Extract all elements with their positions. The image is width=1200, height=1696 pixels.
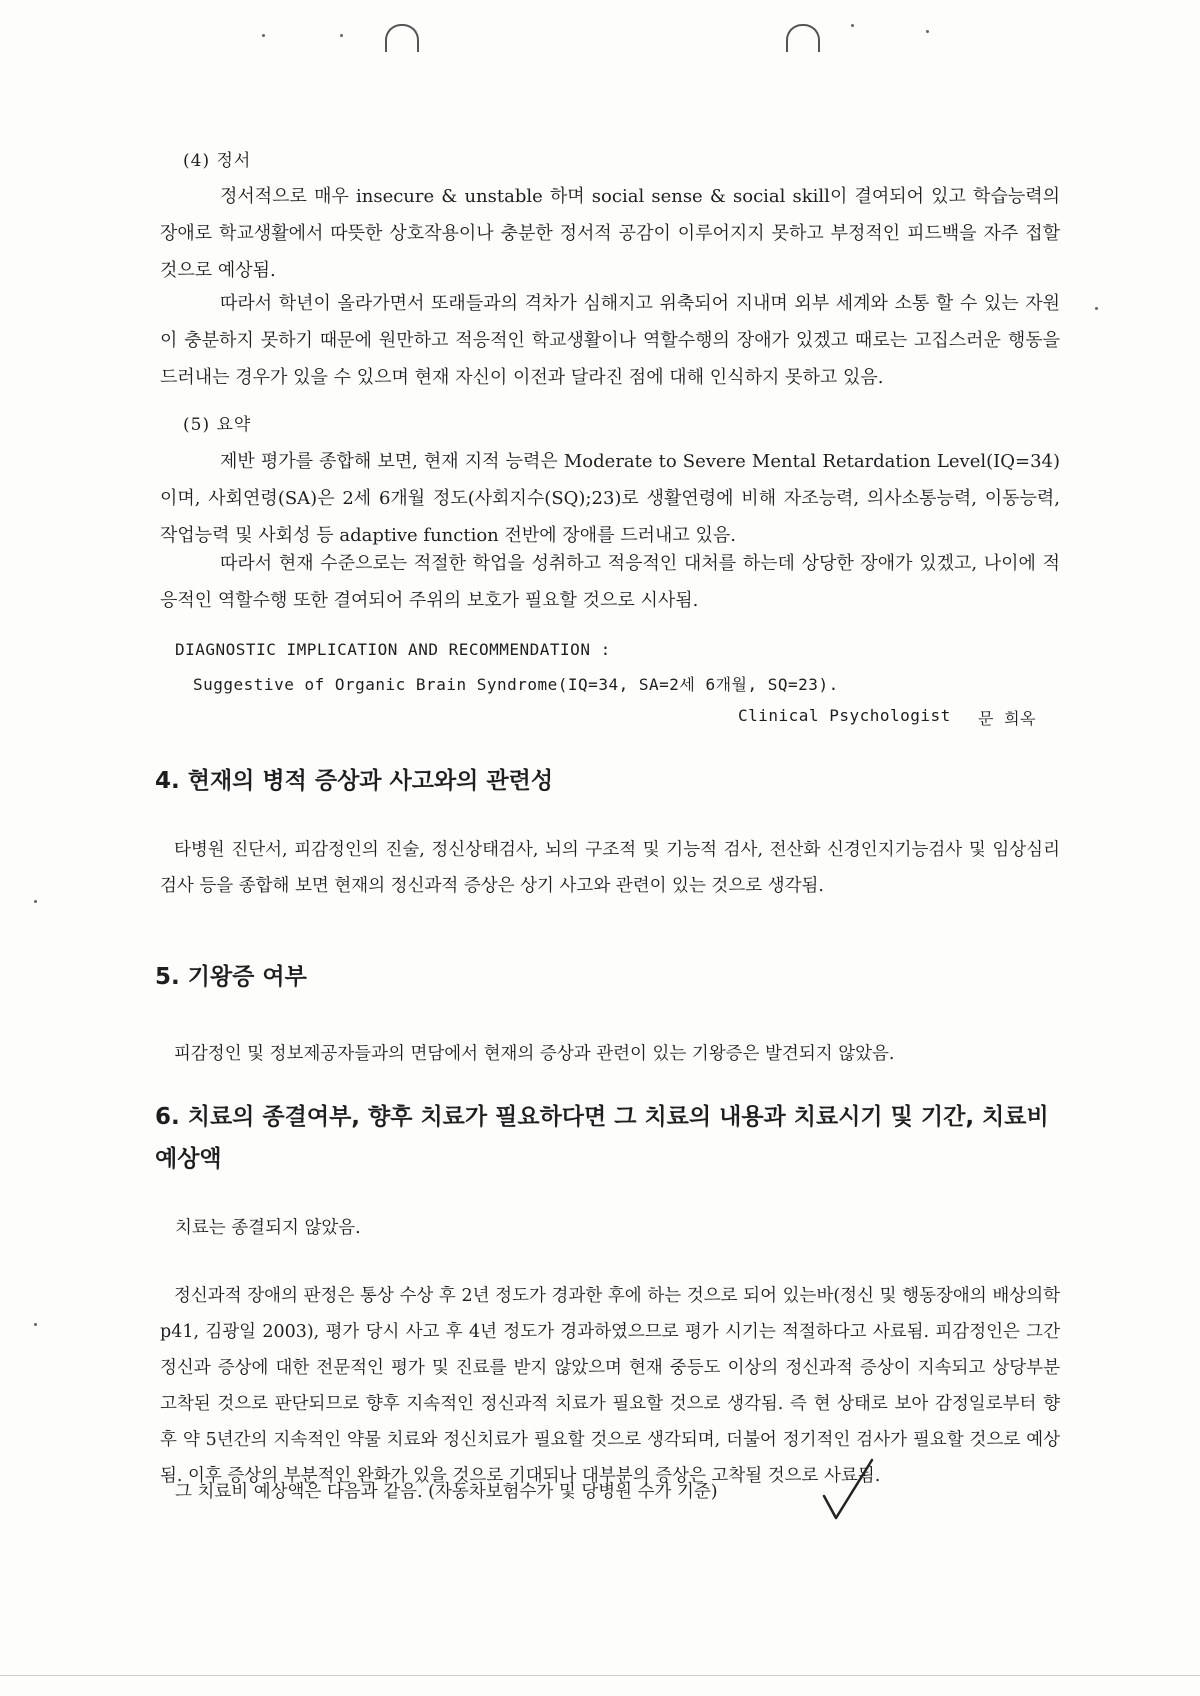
scan-speck [926,30,929,33]
scan-speck [340,34,343,37]
cost-estimate-line: 그 치료비 예상액은 다음과 같음. (자동차보험수가 및 당병원 수가 기준) [175,1482,718,1502]
heading-section-5: 5. 기왕증 여부 [155,964,307,990]
summary-paragraph-1: 제반 평가를 종합해 보면, 현재 지적 능력은 Moderate to Severe Mental Retardation Level(IQ=34)이며, 사회연령(SA)은 2세 6개월 정도(사회지수(SQ);23)로 생활연령에 비해 자조능력, 의사소통능력, 이동능력, 작업능력 및 사회성 등 adaptive function 전반에 장애를 드러내고 있음. [160,451,1060,546]
punch-hole-mark [385,24,419,52]
scan-speck [262,34,265,37]
heading-section-4: 4. 현재의 병적 증상과 사고와의 관련성 [155,768,554,794]
section-6-body: 정신과적 장애의 판정은 통상 수상 후 2년 정도가 경과한 후에 하는 것으로 되어 있는바(정신 및 행동장애의 배상의학 p41, 김광일 2003), 평가 당시 사고 후 4년 정도가 경과하였으므로 평가 시기는 적절하다고 사료됨. 피감정인은 그간 정신과 증상에 대한 전문적인 평가 및 진료를 받지 않았으며 현재 중등도 이상의 정신과적 증상이 지속되고 상당부분 고착된 것으로 판단되므로 향후 지속적인 정신과적 치료가 필요할 것으로 생각됨. 즉 현 상태로 보아 감정일로부터 향후 약 5년간의 지속적인 약물 치료와 정신치료가 필요할 것으로 생각되며, 더불어 정기적인 검사가 필요할 것으로 예상됨. 이후 증상의 부분적인 완화가 있을 것으로 기대되나 대부분의 증상은 고착될 것으로 사료됨. [160,1286,1060,1486]
section-label-summary: (5) 요약 [183,415,252,435]
signature-name: 문 희옥 [978,709,1037,728]
emotion-paragraph-1: 정서적으로 매우 insecure & unstable 하며 social sense & social skill이 결여되어 있고 학습능력의 장애로 학교생활에서 따뜻한 상호작용이나 충분한 정서적 공감이 이루어지지 못하고 부정적인 피드백을 자주 접할 것으로 예상됨. [160,186,1060,281]
treatment-not-ended: 치료는 종결되지 않았음. [175,1218,361,1238]
section-5-body: 피감정인 및 정보제공자들과의 면담에서 현재의 증상과 관련이 있는 기왕증은 발견되지 않았음. [174,1044,895,1064]
emotion-paragraph-2: 따라서 학년이 올라가면서 또래들과의 격차가 심해지고 위축되어 지내며 외부 세계와 소통 할 수 있는 자원이 충분하지 못하기 때문에 원만하고 적응적인 학교생활이나 역할수행의 장애가 있겠고 때로는 고집스러운 행동을 드러내는 경우가 있을 수 있으며 현재 자신이 이전과 달라진 점에 대해 인식하지 못하고 있음. [160,293,1060,388]
scan-speck [34,1323,37,1326]
signature-role: Clinical Psychologist [738,706,951,725]
summary-paragraph-2: 따라서 현재 수준으로는 적절한 학업을 성취하고 적응적인 대처를 하는데 상당한 장애가 있겠고, 나이에 적응적인 역할수행 또한 결여되어 주위의 보호가 필요할 것으로 시사됨. [160,553,1060,611]
handwritten-checkmark-icon [822,1458,874,1520]
diagnostic-line: Suggestive of Organic Brain Syndrome(IQ=34, SA=2세 6개월, SQ=23). [193,675,839,694]
scan-speck [34,900,37,903]
section-4-body: 타병원 진단서, 피감정인의 진술, 정신상태검사, 뇌의 구조적 및 기능적 검사, 전산화 신경인지기능검사 및 임상심리검사 등을 종합해 보면 현재의 정신과적 증상은 상기 사고와 관련이 있는 것으로 생각됨. [160,840,1060,896]
scan-edge-line [0,1675,1200,1676]
punch-hole-mark [786,24,820,52]
section-label-emotion: (4) 정서 [183,151,252,171]
scan-speck [1095,307,1098,310]
heading-section-6: 6. 치료의 종결여부, 향후 치료가 필요하다면 그 치료의 내용과 치료시기 및 기간, 치료비 예상액 [155,1104,1049,1172]
diagnostic-title: DIAGNOSTIC IMPLICATION AND RECOMMENDATION : [175,640,611,659]
scan-speck [851,24,854,27]
